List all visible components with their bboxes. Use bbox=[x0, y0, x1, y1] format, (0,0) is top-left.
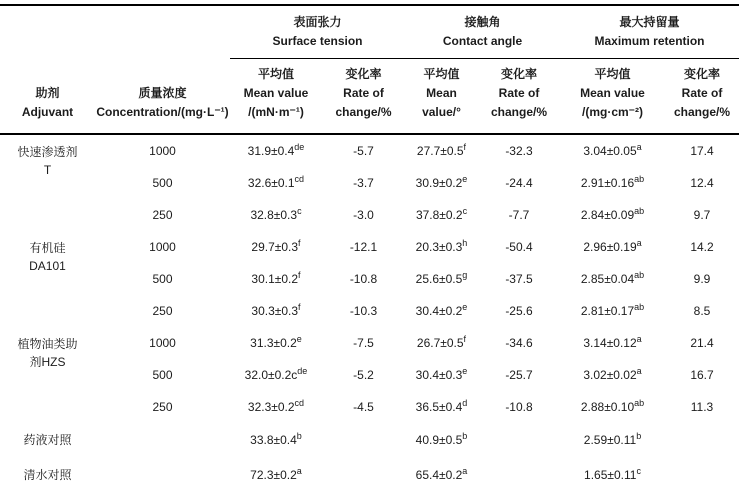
mr-rate-cell: 9.9 bbox=[693, 271, 711, 286]
ca-mean-cell: 30.4±0.2$^e$ bbox=[415, 301, 468, 318]
mr-rate-cell: 14.2 bbox=[690, 239, 714, 254]
group-label-en: Surface tension bbox=[272, 34, 363, 48]
mr-rate-cell: 9.7 bbox=[693, 207, 711, 222]
mr-mean-cell: 2.84±0.09$^{ab}$ bbox=[580, 205, 645, 222]
ca-mean-cell: 20.3±0.3$^h$ bbox=[415, 237, 468, 254]
mr-rate-cell: 16.7 bbox=[690, 367, 714, 382]
significance-superscript: ab bbox=[634, 205, 645, 216]
mr-mean-cell: 1.65±0.11$^c$ bbox=[584, 466, 641, 482]
significance-superscript: ab bbox=[634, 173, 645, 184]
group-header-surface-tension bbox=[230, 5, 405, 59]
st-rate-cell: -10.3 bbox=[349, 303, 378, 318]
ca-mean-cell: 27.7±0.5$^f$ bbox=[416, 141, 467, 158]
significance-superscript: e bbox=[462, 173, 468, 184]
group-header-row bbox=[0, 5, 739, 59]
group-label-zh: 表面张力 bbox=[293, 15, 342, 29]
significance-superscript: g bbox=[462, 269, 468, 280]
ca-rate-cell: -32.3 bbox=[505, 143, 533, 158]
significance-superscript: de bbox=[297, 365, 308, 376]
significance-superscript: a bbox=[296, 466, 302, 476]
table-row bbox=[0, 359, 739, 391]
significance-superscript: e bbox=[296, 333, 302, 344]
significance-superscript: d bbox=[462, 397, 468, 408]
adjuvant-effects-table bbox=[0, 4, 739, 487]
st-mean-cell: 31.9±0.4de bbox=[247, 141, 305, 158]
concentration-cell: 500 bbox=[152, 271, 173, 286]
table-row bbox=[0, 134, 739, 167]
column-header-mr-rate: 变化率 Rate of change/% bbox=[665, 59, 739, 135]
significance-superscript: h bbox=[462, 237, 468, 248]
st-rate-cell: -3.7 bbox=[353, 175, 374, 190]
ca-mean-cell: 37.8±0.2$^c$ bbox=[415, 205, 468, 222]
adjuvant-cell: 植物油类助 剂HZS bbox=[17, 337, 78, 369]
table-row bbox=[0, 199, 739, 231]
st-mean-cell: 30.3±0.3$^f$ bbox=[251, 301, 301, 318]
mr-mean-cell: 3.14±0.12$^a$ bbox=[583, 333, 642, 350]
column-header-adjuvant: 助剂 Adjuvant bbox=[0, 59, 95, 135]
significance-superscript: a bbox=[636, 365, 642, 376]
concentration-cell: 1000 bbox=[149, 143, 176, 158]
column-header-mr-mean: 平均值 Mean value /(mg·cm⁻²) bbox=[560, 59, 665, 135]
st-mean-cell: 30.1±0.2$^f$ bbox=[251, 269, 301, 286]
table-row-water-control bbox=[0, 458, 739, 487]
ca-mean-cell: 30.9±0.2$^e$ bbox=[415, 173, 468, 190]
significance-superscript: c bbox=[297, 205, 302, 216]
column-header-ca-mean: 平均值 Mean value/° bbox=[405, 59, 478, 135]
column-header-st-rate: 变化率 Rate of change/% bbox=[322, 59, 405, 135]
st-rate-cell: -7.5 bbox=[353, 335, 374, 350]
table-row bbox=[0, 391, 739, 423]
significance-superscript: f bbox=[463, 333, 467, 344]
concentration-cell: 500 bbox=[152, 367, 173, 382]
table-row bbox=[0, 167, 739, 199]
significance-superscript: ab bbox=[634, 301, 645, 312]
st-rate-cell: -10.8 bbox=[349, 271, 378, 286]
ca-mean-cell: 30.4±0.3$^e$ bbox=[415, 365, 468, 382]
ca-rate-cell: -24.4 bbox=[505, 175, 533, 190]
st-mean-cell: $32.0\pm 0.2c^{de}$ bbox=[244, 365, 308, 382]
mr-rate-cell: 21.4 bbox=[690, 335, 714, 350]
mr-rate-cell: 12.4 bbox=[690, 175, 714, 190]
adjuvant-cell: 快速渗透剂 T bbox=[17, 145, 78, 177]
ca-mean-cell: 25.6±0.5$^g$ bbox=[415, 269, 468, 286]
concentration-cell: 250 bbox=[152, 303, 173, 318]
adjuvant-cell: 有机硅 DA101 bbox=[29, 241, 66, 273]
ca-rate-cell: -7.7 bbox=[508, 207, 530, 222]
ca-rate-cell: -50.4 bbox=[505, 239, 533, 254]
column-header-ca-rate: 变化率 Rate of change/% bbox=[478, 59, 560, 135]
ca-rate-cell: -37.5 bbox=[505, 271, 533, 286]
concentration-cell: 1000 bbox=[149, 239, 176, 254]
mr-rate-cell: 17.4 bbox=[690, 143, 714, 158]
concentration-cell bbox=[95, 423, 230, 458]
group-header-contact-angle bbox=[405, 5, 560, 59]
ca-mean-cell: 26.7±0.5$^f$ bbox=[416, 333, 467, 350]
column-header-st-mean: 平均值 Mean value /(mN·m⁻¹) bbox=[230, 59, 322, 135]
significance-superscript: c bbox=[462, 205, 468, 216]
concentration-cell: 250 bbox=[152, 399, 173, 414]
significance-superscript: f bbox=[298, 237, 301, 248]
st-mean-cell: 29.7±0.3$^f$ bbox=[251, 237, 301, 254]
st-mean-cell: 72.3±0.2$^a$ bbox=[250, 466, 302, 482]
st-mean-cell: 33.8±0.4$^b$ bbox=[250, 431, 302, 447]
significance-superscript: b bbox=[462, 431, 468, 441]
column-header-concentration: 质量浓度 Concentration/(mg·L⁻¹) bbox=[95, 59, 230, 135]
mr-rate-cell bbox=[665, 423, 739, 458]
significance-superscript: de bbox=[294, 141, 305, 152]
table-row-solution-control bbox=[0, 423, 739, 458]
significance-superscript: a bbox=[636, 333, 642, 344]
adjuvant-cell: 药液对照 bbox=[23, 433, 72, 447]
concentration-cell: 250 bbox=[152, 207, 173, 222]
significance-superscript: ab bbox=[634, 269, 645, 280]
mr-mean-cell: 2.59±0.11$^b$ bbox=[583, 431, 642, 447]
significance-superscript: f bbox=[298, 301, 301, 312]
table-row bbox=[0, 263, 739, 295]
mr-mean-cell: 2.85±0.04$^{ab}$ bbox=[580, 269, 645, 286]
mr-rate-cell bbox=[665, 458, 739, 487]
ca-mean-cell: 65.4±0.2$^a$ bbox=[415, 466, 468, 482]
table-body bbox=[0, 134, 739, 487]
ca-rate-cell: -25.6 bbox=[505, 303, 533, 318]
ca-rate-cell bbox=[478, 423, 560, 458]
st-rate-cell bbox=[322, 458, 405, 487]
table-row bbox=[0, 327, 739, 359]
group-label-en: Maximum retention bbox=[594, 34, 705, 48]
ca-mean-cell: 36.5±0.4$^d$ bbox=[415, 397, 468, 414]
st-mean-cell: 31.3±0.2$^e$ bbox=[250, 333, 302, 350]
adjuvant-cell: 清水对照 bbox=[23, 468, 72, 482]
ca-mean-cell: 40.9±0.5$^b$ bbox=[415, 431, 468, 447]
significance-superscript: b bbox=[296, 431, 302, 441]
group-label-zh: 接触角 bbox=[464, 15, 501, 29]
significance-superscript: ab bbox=[634, 397, 645, 408]
mr-mean-cell: 3.04±0.05$^a$ bbox=[583, 141, 642, 158]
table-row bbox=[0, 295, 739, 327]
significance-superscript: a bbox=[636, 237, 642, 248]
mr-mean-cell: 2.91±0.16$^{ab}$ bbox=[580, 173, 645, 190]
significance-superscript: cd bbox=[294, 173, 305, 184]
st-rate-cell: -3.0 bbox=[353, 207, 374, 222]
concentration-cell bbox=[95, 458, 230, 487]
st-mean-cell: 32.6±0.1$^{cd}$ bbox=[247, 173, 305, 190]
st-rate-cell bbox=[322, 423, 405, 458]
st-rate-cell: -12.1 bbox=[349, 239, 378, 254]
significance-superscript: f bbox=[298, 269, 301, 280]
significance-superscript: c bbox=[636, 466, 641, 476]
group-label-en: Contact angle bbox=[442, 34, 523, 48]
significance-superscript: a bbox=[462, 466, 468, 476]
mr-rate-cell: 11.3 bbox=[690, 399, 714, 414]
mr-mean-cell: 2.88±0.10$^{ab}$ bbox=[580, 397, 645, 414]
group-header-spacer bbox=[0, 5, 230, 59]
concentration-cell: 1000 bbox=[149, 335, 176, 350]
column-header-row bbox=[0, 59, 739, 135]
significance-superscript: cd bbox=[294, 397, 305, 408]
significance-superscript: e bbox=[462, 301, 468, 312]
mr-mean-cell: 3.02±0.02$^a$ bbox=[583, 365, 642, 382]
mr-mean-cell: 2.81±0.17$^{ab}$ bbox=[580, 301, 645, 318]
ca-rate-cell: -10.8 bbox=[505, 399, 533, 414]
st-rate-cell: -4.5 bbox=[353, 399, 374, 414]
significance-superscript: e bbox=[462, 365, 468, 376]
significance-superscript: b bbox=[636, 431, 642, 441]
concentration-cell: 500 bbox=[152, 175, 173, 190]
ca-rate-cell: -25.7 bbox=[505, 367, 533, 382]
table-header bbox=[0, 5, 739, 134]
mr-mean-cell: 2.96±0.19$^a$ bbox=[583, 237, 642, 254]
st-mean-cell: 32.3±0.2$^{cd}$ bbox=[247, 397, 305, 414]
st-mean-cell: 32.8±0.3$^c$ bbox=[250, 205, 302, 222]
ca-rate-cell: -34.6 bbox=[505, 335, 533, 350]
group-label-zh: 最大持留量 bbox=[619, 15, 680, 29]
ca-rate-cell bbox=[478, 458, 560, 487]
significance-superscript: a bbox=[636, 141, 642, 152]
mr-rate-cell: 8.5 bbox=[693, 303, 711, 318]
st-rate-cell: -5.7 bbox=[353, 143, 374, 158]
table-row bbox=[0, 231, 739, 263]
significance-superscript: f bbox=[463, 141, 467, 152]
group-header-max-retention bbox=[560, 5, 739, 59]
st-rate-cell: -5.2 bbox=[353, 367, 374, 382]
